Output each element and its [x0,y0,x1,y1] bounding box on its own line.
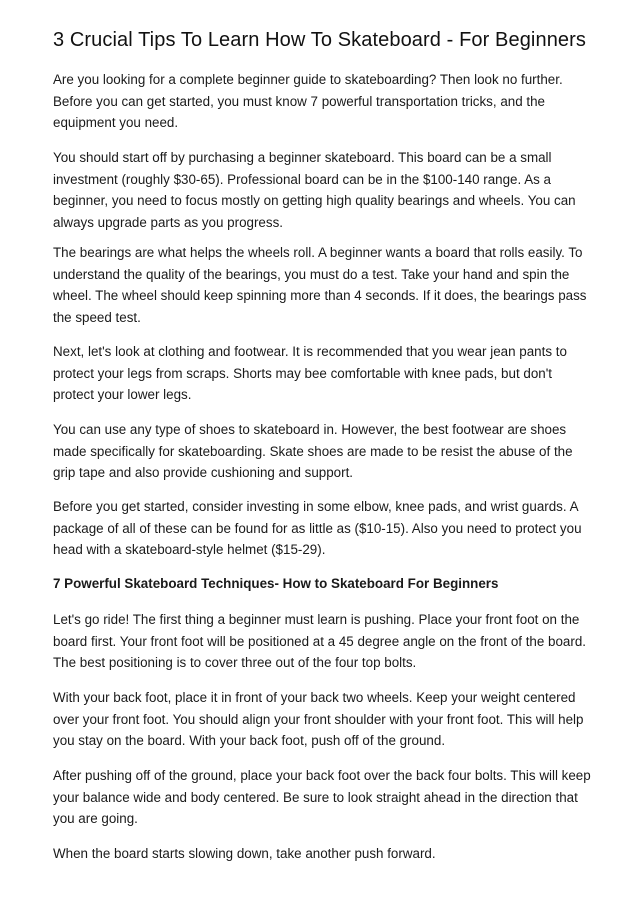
paragraph-push-forward: When the board starts slowing down, take another push forward. [53,846,436,861]
paragraph-clothing: Next, let's look at clothing and footwear. It is recommended that you wear jean pants to protect your legs from scraps. Shorts may bee comfortable with knee pads, but don't protect your lower legs. [53,344,567,402]
paragraph-shoes: You can use any type of shoes to skateboard in. However, the best footwear are shoes made specifically for skateboarding. Skate shoes are made to be resist the abuse of the grip tape and also provide cushioning and support. [53,422,573,480]
paragraph-bearings: The bearings are what helps the wheels roll. A beginner wants a board that rolls easily. To understand the quality of the bearings, you must do a test. Take your hand and spin the wheel. The wheel should keep spinning more than 4 seconds. If it does, the bearings pass the speed test. [53,245,587,325]
paragraph-intro: Are you looking for a complete beginner guide to skateboarding? Then look no further. Before you can get started, you must know 7 powerful transportation tricks, and the equipment you need. [53,72,563,130]
paragraph-pushing: Let's go ride! The first thing a beginner must learn is pushing. Place your front foot on the board first. Your front foot will be positioned at a 45 degree angle on the front of the board. The best positioning is to cover three out of the four top bolts. [53,612,587,670]
paragraph-beginner-skateboard: You should start off by purchasing a beginner skateboard. This board can be a small investment (roughly $30-65). Professional board can be in the $100-140 range. As a beginner, you need to focus mostly on getting high quality bearings and wheels. You can always upgrade parts as you progress. [53,150,576,230]
paragraph-balance: After pushing off of the ground, place your back foot over the back four bolts. This will keep your balance wide and body centered. Be sure to look straight ahead in the direction that you are going. [53,768,591,826]
paragraph-back-foot: With your back foot, place it in front of your back two wheels. Keep your weight centered over your front foot. You should align your front shoulder with your front foot. This will help you stay on the board. With your back foot, push off of the ground. [53,690,584,748]
page-title: 3 Crucial Tips To Learn How To Skateboard - For Beginners [53,29,587,51]
section-subheading: 7 Powerful Skateboard Techniques- How to Skateboard For Beginners [53,576,499,591]
paragraph-protective-gear: Before you get started, consider investing in some elbow, knee pads, and wrist guards. A package of all of these can be found for as little as ($10-15). Also you need to protect you head with a skateboard-style helmet ($15-29). [53,499,582,557]
